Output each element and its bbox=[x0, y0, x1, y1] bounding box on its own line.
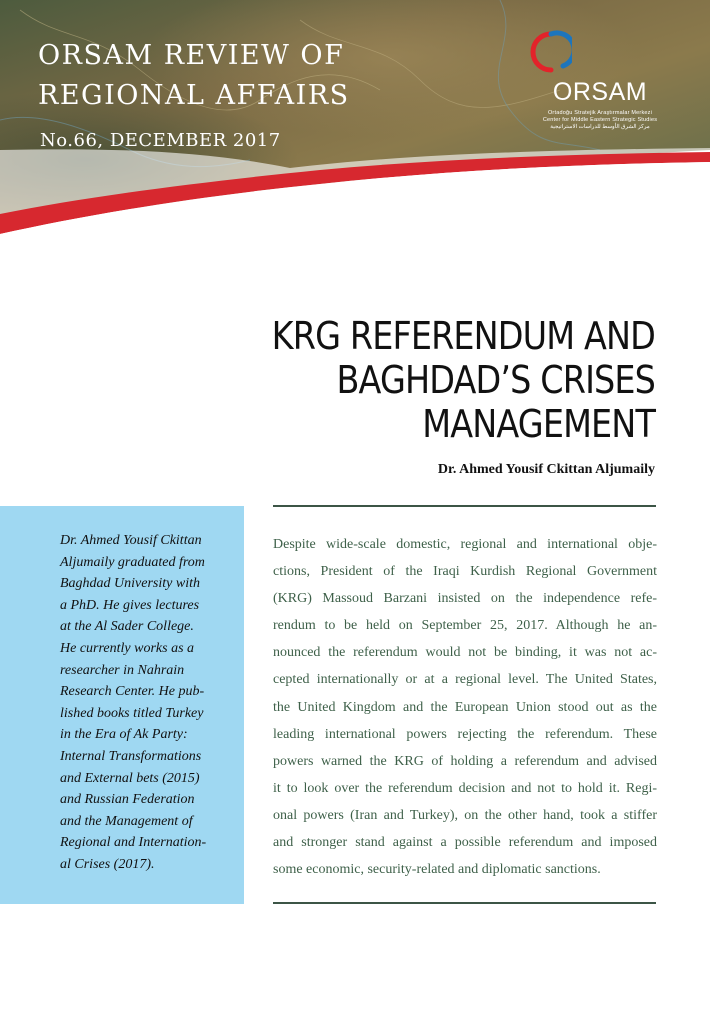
article-title-line-3: MANAGEMENT bbox=[422, 402, 655, 446]
body-line: rendum to be held on September 25, 2017. Although he an- bbox=[273, 618, 657, 634]
issue-number: No.66, DECEMBER 2017 bbox=[40, 130, 281, 151]
logo-subtitle-ar: مركز الشرق الأوسط للدراسات الاستراتيجية bbox=[550, 124, 650, 130]
header-banner bbox=[0, 0, 710, 240]
article-title bbox=[197, 314, 655, 446]
article-body bbox=[273, 531, 657, 883]
body-line: the United Kingdom and the European Union stood out as the bbox=[273, 699, 657, 715]
body-line: (KRG) Massoud Barzani insisted on the independence refe- bbox=[273, 591, 657, 607]
body-line: powers warned the KRG of holding a referendum and advised bbox=[273, 753, 657, 769]
orsam-ring-icon bbox=[530, 30, 572, 76]
bio-line: Research Center. He pub- bbox=[60, 684, 205, 700]
series-title-line-2: REGIONAL AFFAIRS bbox=[38, 80, 350, 111]
bio-line: al Crises (2017). bbox=[60, 856, 155, 872]
bio-line: Internal Transformations bbox=[60, 748, 202, 764]
body-line: nounced the referendum would not be binding, it was not ac- bbox=[273, 645, 657, 661]
bio-line: a PhD. He gives lectures bbox=[60, 597, 200, 613]
bio-line: lished books titled Turkey bbox=[60, 705, 204, 721]
body-line: Despite wide-scale domestic, regional and international obje- bbox=[273, 537, 657, 552]
logo-name: ORSAM bbox=[552, 78, 648, 106]
series-title bbox=[38, 36, 350, 116]
bio-line: and External bets (2015) bbox=[60, 770, 200, 786]
body-line: onal powers (Iran and Turkey), on the other hand, took a stiffer bbox=[273, 807, 657, 823]
bio-line: researcher in Nahrain bbox=[60, 662, 185, 678]
body-line: it to look over the referendum decision and not to hold it. Regi- bbox=[273, 780, 657, 796]
body-line: ctions, President of the Iraqi Kurdish Regional Government bbox=[273, 564, 657, 580]
body-line: and stronger stand against a possible referendum and imposed bbox=[273, 835, 657, 851]
bio-line: He currently works as a bbox=[60, 640, 195, 656]
bio-line: in the Era of Ak Party: bbox=[60, 727, 188, 743]
author-bio-box bbox=[0, 506, 244, 904]
author-bio bbox=[60, 530, 222, 876]
article-title-line-2: BAGHDAD’S CRISES bbox=[336, 358, 655, 402]
body-line: leading international powers rejecting the referendum. These bbox=[273, 726, 657, 742]
bio-line: at the Al Sader College. bbox=[60, 619, 194, 635]
body-line: some economic, security-related and diplomatic sanctions. bbox=[273, 862, 601, 878]
bio-line: Aljumaily graduated from bbox=[60, 554, 205, 570]
divider-top bbox=[273, 505, 656, 507]
logo-subtitle-en: Center for Middle Eastern Strategic Studies bbox=[542, 117, 658, 123]
series-title-line-1: ORSAM REVIEW OF bbox=[38, 40, 345, 71]
bio-line: and the Management of bbox=[60, 813, 193, 829]
bio-line: Dr. Ahmed Yousif Ckittan bbox=[60, 533, 202, 548]
bio-line: and Russian Federation bbox=[60, 792, 195, 808]
bio-line: Regional and Internation- bbox=[60, 835, 207, 851]
article-title-line-1: KRG REFERENDUM AND bbox=[271, 314, 655, 358]
bio-line: Baghdad University with bbox=[60, 576, 200, 592]
body-line: cepted internationally or at a regional level. The United States, bbox=[273, 672, 657, 688]
article-author: Dr. Ahmed Yousif Ckittan Aljumaily bbox=[437, 462, 655, 477]
logo-subtitle-tr: Ortadoğu Stratejik Araştırmalar Merkezi bbox=[547, 110, 653, 116]
divider-bottom bbox=[273, 902, 656, 904]
